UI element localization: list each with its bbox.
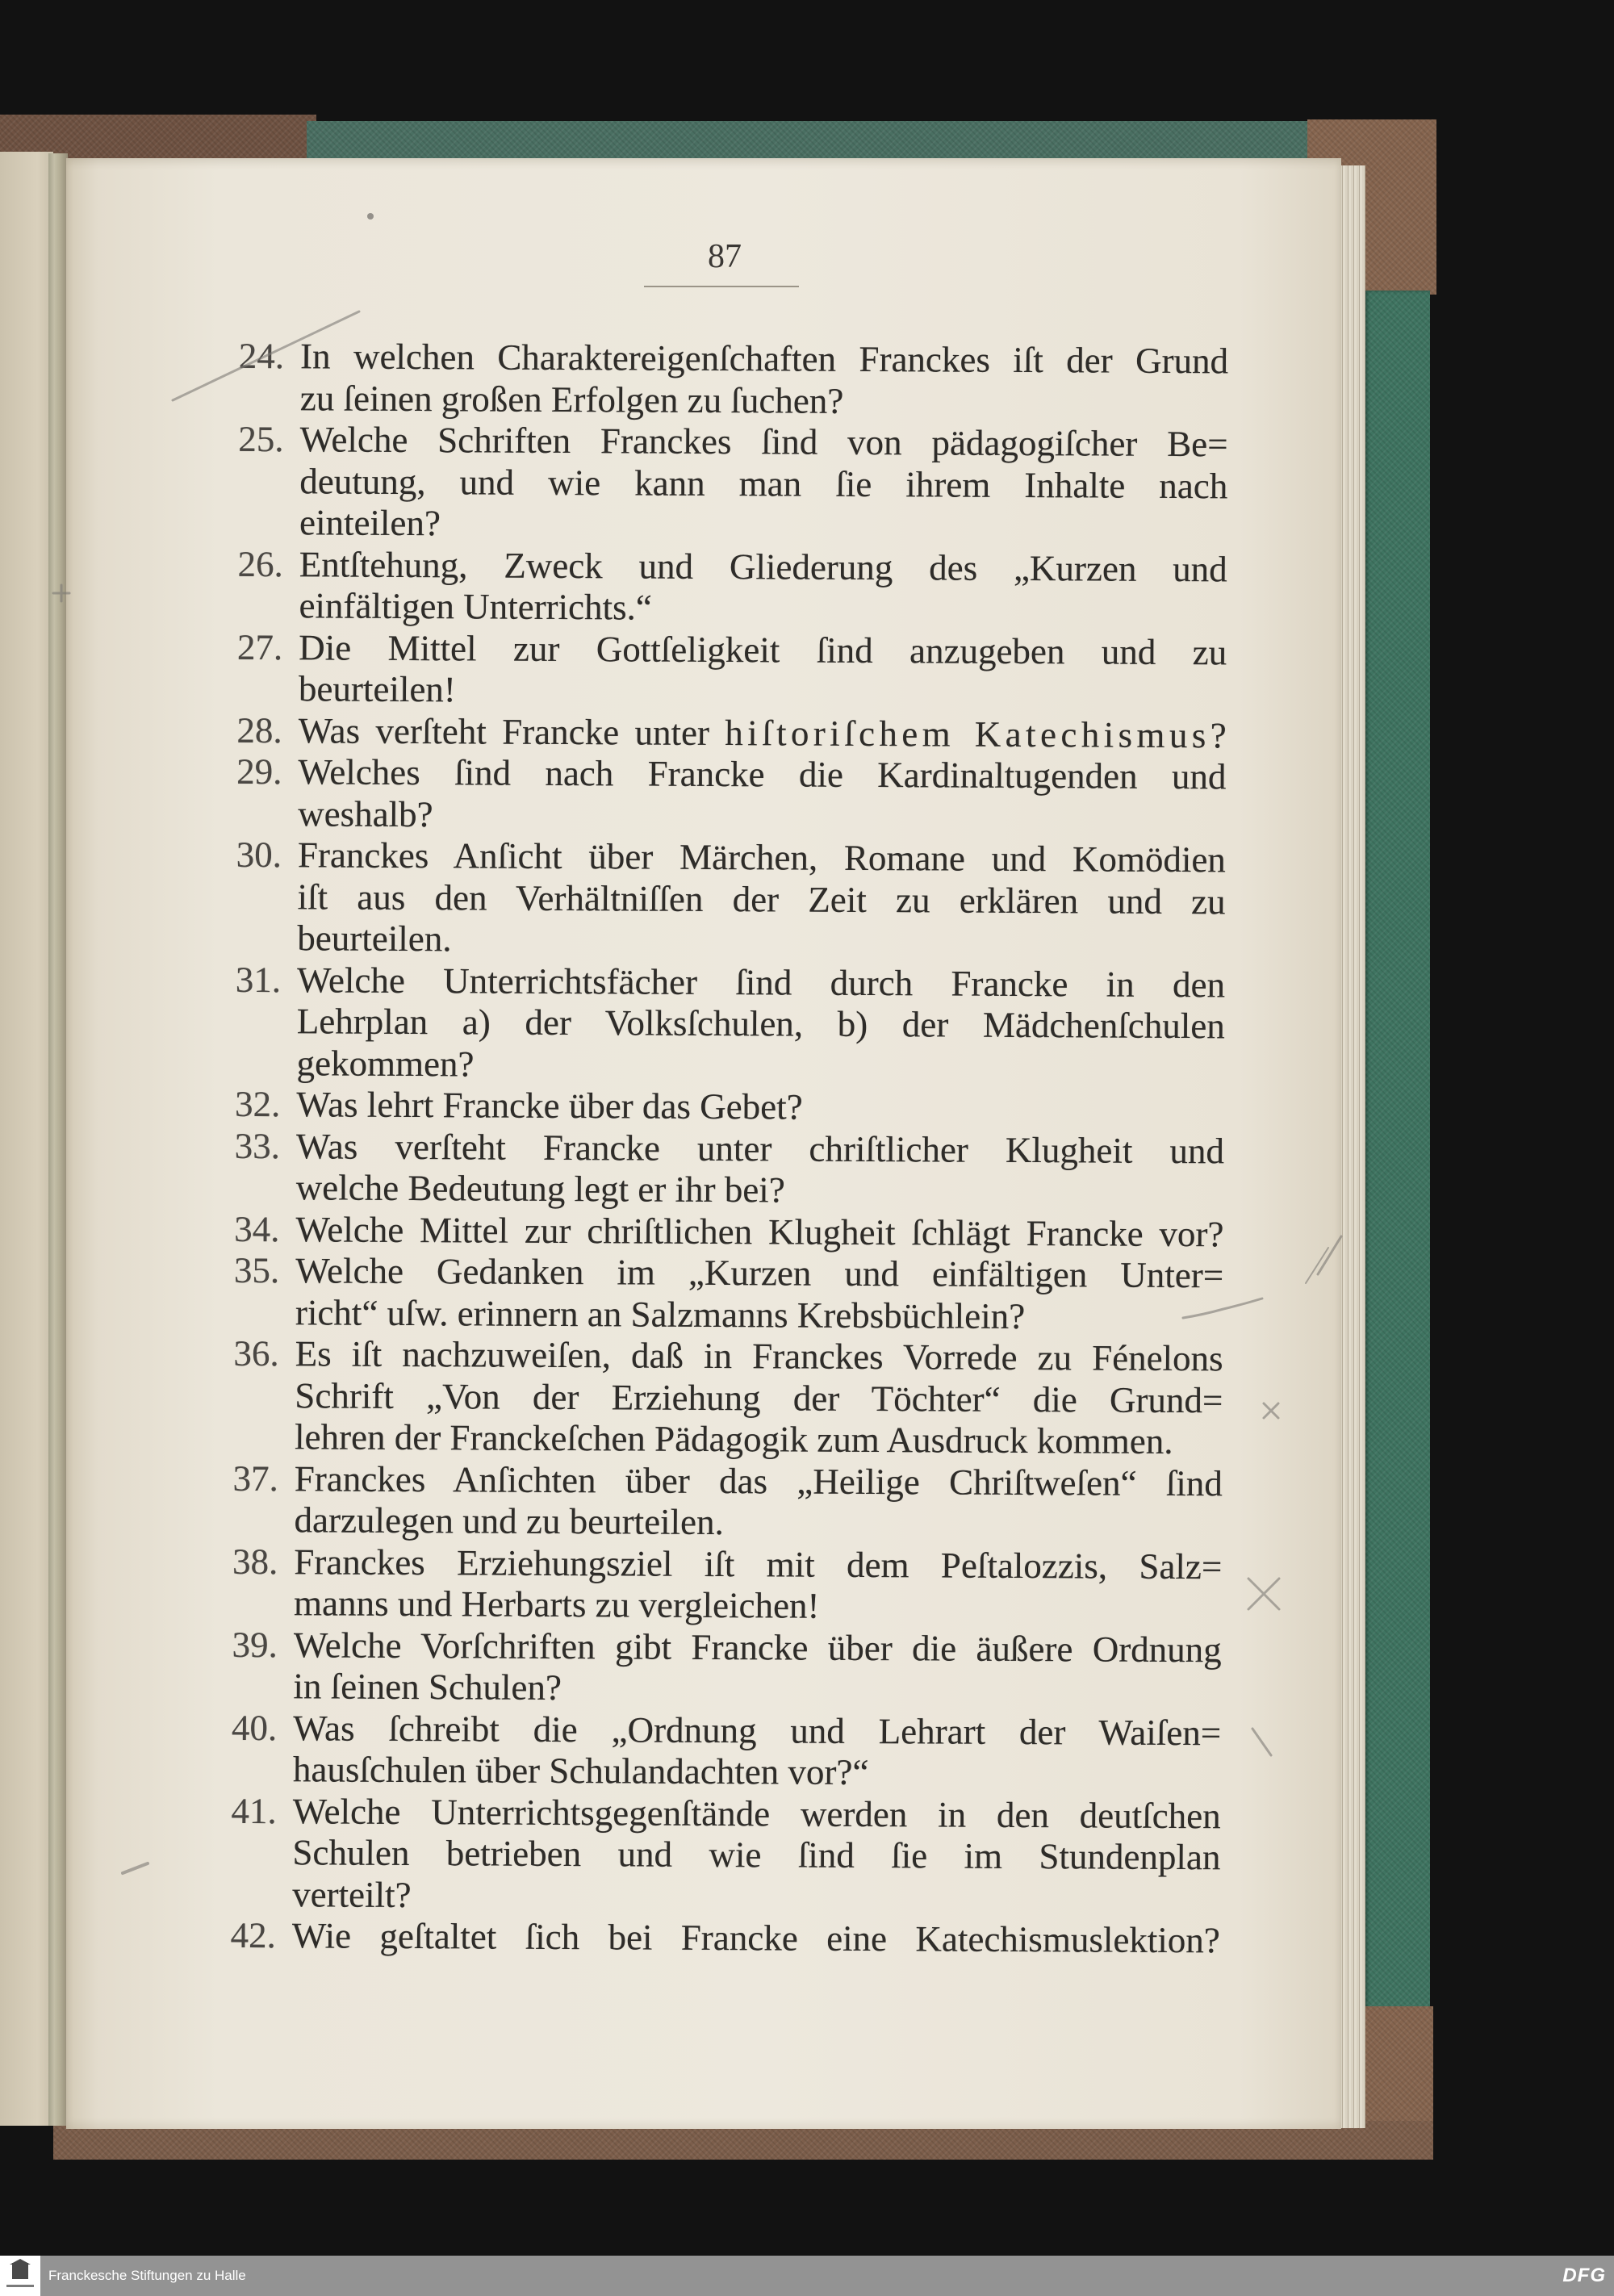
question-line: Welche Schriften Franckes ſind von pädagogiſcher Be=: [299, 419, 1228, 465]
foundation-emblem-icon: [0, 2256, 40, 2296]
question-line: Was lehrt Francke über das Gebet?: [296, 1084, 803, 1127]
question-number: 29.: [236, 751, 282, 793]
question-item: [207, 834, 1226, 964]
question-text: [299, 544, 1227, 632]
question-item: [206, 1125, 1225, 1214]
page-number-rule: [644, 286, 799, 287]
question-number: 35.: [233, 1249, 280, 1291]
question-line: einteilen?: [299, 502, 441, 544]
question-number: 32.: [234, 1083, 281, 1125]
question-line: richt“ uſw. erinnern an Salzmanns Krebsbüchlein?: [295, 1291, 1026, 1336]
question-number: 39.: [232, 1624, 278, 1665]
question-text: [295, 1250, 1224, 1338]
question-number: 25.: [238, 418, 284, 460]
question-number: 28.: [236, 709, 282, 751]
question-line: Wie geſtaltet ſich bei Francke eine Katechismuslektion?: [291, 1915, 1221, 1961]
question-number: 37.: [232, 1457, 278, 1499]
page-number: 87: [708, 238, 742, 275]
question-item: [206, 959, 1225, 1089]
question-line: beurteilen!: [298, 668, 457, 710]
question-line: Welche Gedanken im „Kurzen und einfältigen Unter=: [295, 1250, 1224, 1296]
question-number: 26.: [237, 543, 283, 584]
question-item: [203, 1541, 1223, 1629]
question-line: weshalb?: [298, 793, 433, 834]
question-item: [203, 1624, 1222, 1713]
question-text: [297, 834, 1226, 964]
question-line: welche Bedeutung legt er ihr bei?: [295, 1167, 785, 1211]
question-line: einfältigen Unterrichts.“: [299, 585, 652, 628]
question-number: 34.: [234, 1208, 280, 1249]
dfg-logo: DFG: [1562, 2265, 1606, 2286]
question-item: [210, 336, 1229, 424]
question-text: [293, 1625, 1222, 1713]
question-text: [294, 1458, 1223, 1546]
question-line: Franckes Anſicht über Märchen, Romane und Komödien: [297, 834, 1227, 880]
question-number: 42.: [230, 1914, 277, 1956]
question-line: Entſtehung, Zweck und Gliederung des „Kurzen und: [299, 543, 1227, 589]
book-gutter: [48, 153, 68, 2126]
question-line: Es iſt nachzuweiſen, daß in Franckes Vorrede zu Fénelons: [295, 1333, 1223, 1379]
question-line: In welchen Charaktereigenſchaften Franckes iſt der Grund: [300, 336, 1229, 382]
question-number: 24.: [238, 335, 285, 377]
question-text: [299, 710, 1227, 757]
question-text: [295, 1209, 1223, 1256]
question-line: hausſchulen über Schulandachten vor?“: [292, 1749, 869, 1793]
question-item: [206, 1084, 1224, 1131]
question-line: in ſeinen Schulen?: [293, 1666, 562, 1708]
book-cover-right-green: [1364, 291, 1430, 2010]
question-line: [299, 710, 1227, 757]
question-item: [209, 419, 1228, 549]
question-line: beurteilen.: [297, 918, 452, 960]
question-number: 41.: [231, 1790, 277, 1831]
question-line: Franckes Anſichten über das „Heilige Chriſtweſen“ ſind: [294, 1457, 1223, 1503]
question-item: [207, 751, 1227, 840]
footer-bar: [0, 2256, 1614, 2296]
question-item: [202, 1790, 1221, 1920]
question-text: [294, 1541, 1223, 1629]
question-line: deutung, und wie kann man ſie ihrem Inhalte nach: [299, 460, 1228, 506]
question-number: 38.: [232, 1541, 278, 1582]
question-number: 36.: [233, 1332, 279, 1374]
question-item: [202, 1915, 1220, 1962]
question-item: [203, 1707, 1222, 1796]
page-stack-edges: [1340, 165, 1365, 2128]
question-line: darzulegen und zu beurteilen.: [294, 1499, 724, 1543]
question-item: [208, 626, 1227, 715]
question-text: [292, 1791, 1221, 1921]
question-line: Welches ſind nach Francke die Kardinaltugenden und: [298, 751, 1227, 797]
question-number: 30.: [236, 834, 282, 876]
question-line-part: Was verſteht Francke unter: [298, 709, 725, 753]
question-text: [300, 336, 1229, 424]
question-line: iſt aus den Verhältniſſen der Zeit zu erklären und zu: [297, 876, 1226, 922]
previous-page-edge: [0, 152, 53, 2126]
question-line: Die Mittel zur Gottſeligkeit ſind anzugeben und zu: [299, 626, 1227, 672]
question-number: 31.: [235, 959, 282, 1000]
question-line: Franckes Erziehungsziel iſt mit dem Peſtalozzis, Salz=: [294, 1541, 1223, 1587]
question-line: Lehrplan a) der Volksſchulen, b) der Mädchenſchulen: [296, 1001, 1225, 1047]
question-number: 40.: [231, 1707, 278, 1748]
question-item: [208, 709, 1227, 756]
question-item: [204, 1333, 1223, 1463]
question-text: [299, 627, 1227, 715]
question-text: [295, 1333, 1223, 1463]
question-line: gekommen?: [296, 1042, 475, 1084]
question-number: 33.: [234, 1125, 281, 1166]
question-line: Welche Vorſchriften gibt Francke über die äußere Ordnung: [293, 1624, 1222, 1670]
question-item: [205, 1250, 1224, 1339]
question-line: Schrift „Von der Erziehung der Töchter“ die Grund=: [295, 1374, 1223, 1420]
question-text: [296, 1126, 1225, 1214]
question-list: [202, 336, 1228, 1962]
question-line-emphasis: hiſtoriſchem Katechismus: [725, 712, 1210, 755]
institution-name: Franckesche Stiftungen zu Halle: [48, 2268, 246, 2283]
question-line: Welche Unterrichtsfächer ſind durch Francke in den: [296, 959, 1226, 1005]
question-text: [296, 1084, 1224, 1131]
question-item: [205, 1208, 1223, 1255]
question-line: manns und Herbarts zu vergleichen!: [293, 1583, 820, 1626]
question-line: Welche Mittel zur chriſtlichen Klugheit ſchlägt Francke vor?: [295, 1208, 1224, 1254]
question-line: Schulen betrieben und wie ſind ſie im Stundenplan: [292, 1832, 1221, 1878]
emblem-building: [12, 2263, 28, 2279]
question-line: zu ſeinen großen Erfolgen zu ſuchen?: [299, 377, 844, 421]
emblem-base: [6, 2285, 34, 2287]
question-item: [208, 543, 1227, 632]
question-line: lehren der Franckeſchen Pädagogik zum Ausdruck kommen.: [294, 1416, 1173, 1462]
question-text: [292, 1915, 1220, 1962]
question-line: Was ſchreibt die „Ordnung und Lehrart der Waiſen=: [293, 1707, 1222, 1753]
question-text: [296, 960, 1225, 1089]
question-number: 27.: [236, 626, 283, 667]
question-text: [293, 1708, 1222, 1796]
question-line-part: ?: [1210, 714, 1227, 755]
question-text: [298, 751, 1227, 839]
question-line: verteilt?: [292, 1873, 412, 1915]
question-text: [299, 419, 1228, 549]
question-item: [203, 1457, 1223, 1546]
book-cover-top-green: [307, 121, 1325, 163]
question-line: Was verſteht Francke unter chriſtlicher Klugheit und: [295, 1125, 1225, 1171]
question-line: Welche Unterrichtsgegenſtände werden in den deutſchen: [292, 1790, 1221, 1836]
